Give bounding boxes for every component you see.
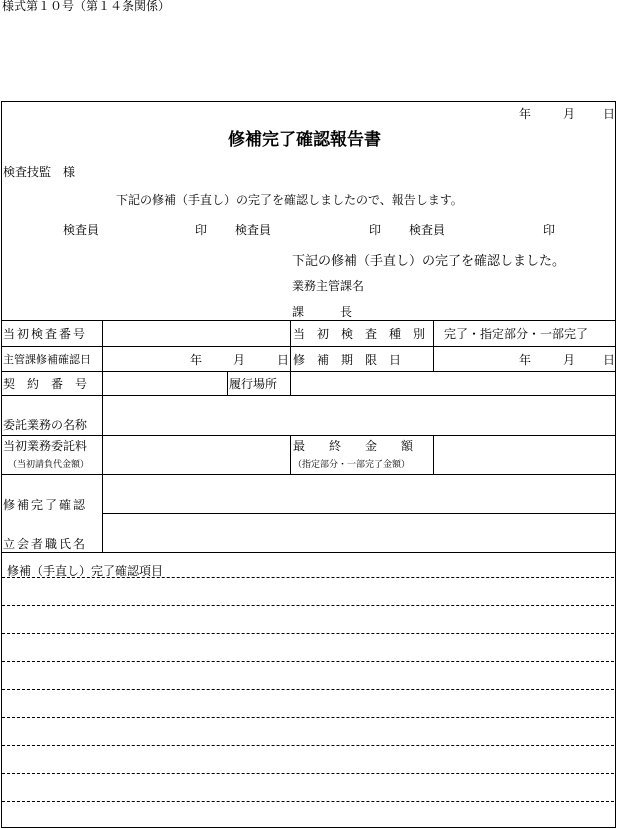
chief-label: 課 長 — [292, 305, 353, 319]
contract-number-label: 契 約 番 号 — [3, 377, 88, 391]
date-year-label: 年 — [519, 107, 532, 121]
seal-label-3: 印 — [543, 223, 556, 237]
deadline-day: 日 — [603, 353, 616, 367]
initial-fee-note: （当初請負代金額） — [8, 460, 90, 470]
seal-label-2: 印 — [369, 223, 382, 237]
confirm-date-year: 年 — [190, 353, 203, 367]
item-dashed-line — [2, 801, 614, 802]
row-line — [1, 320, 616, 321]
inspector-label-1: 検査員 — [63, 223, 100, 237]
deadline-month: 月 — [563, 353, 576, 367]
initial-inspection-number-label: 当初検査番号 — [3, 327, 88, 341]
form-number: 様式第１０号（第１４条関係） — [2, 0, 171, 13]
deadline-year: 年 — [519, 353, 532, 367]
dept-repair-confirm-date-label: 主管課修補確認日 — [3, 353, 91, 366]
col-line — [227, 371, 228, 395]
seal-label-1: 印 — [195, 223, 208, 237]
item-dashed-line — [2, 689, 614, 690]
date-month-label: 月 — [563, 107, 576, 121]
initial-inspection-type-value: 完了・指定部分・一部完了 — [444, 327, 589, 341]
col-line — [102, 320, 103, 552]
confirmation-text: 下記の修補（手直し）の完了を確認しました。 — [292, 254, 566, 269]
confirm-date-month: 月 — [233, 353, 246, 367]
repair-deadline-label: 修 補 期 限 日 — [293, 353, 402, 367]
confirm-date-day: 日 — [277, 353, 290, 367]
item-dashed-line — [2, 717, 614, 718]
row-line — [102, 513, 616, 514]
report-statement: 下記の修補（手直し）の完了を確認しましたので、報告します。 — [116, 193, 463, 207]
date-day-label: 日 — [603, 107, 616, 121]
row-line — [1, 552, 616, 553]
item-dashed-line — [2, 773, 614, 774]
item-dashed-line — [2, 577, 614, 578]
initial-fee-label: 当初業務委託料 — [3, 439, 88, 453]
col-line — [290, 320, 291, 371]
performance-place-label: 履行場所 — [229, 377, 278, 391]
item-dashed-line — [2, 745, 614, 746]
item-dashed-line — [2, 661, 614, 662]
item-dashed-line — [2, 605, 614, 606]
repair-items-label: 修補（手直し）完了確認項目 — [7, 564, 164, 578]
col-line — [290, 435, 291, 474]
item-dashed-line — [2, 633, 614, 634]
row-line — [1, 346, 616, 347]
col-line — [433, 435, 434, 474]
task-name-label: 委託業務の名称 — [3, 418, 88, 432]
repair-confirm-label: 修補完了確認 — [3, 498, 88, 512]
inspector-label-3: 検査員 — [409, 223, 446, 237]
row-line — [1, 371, 616, 372]
row-line — [1, 435, 616, 436]
dept-name-label: 業務主管課名 — [292, 279, 365, 293]
final-amount-label: 最 終 金 額 — [293, 439, 414, 453]
col-line — [433, 320, 434, 371]
final-amount-note: （指定部分・一部完了金額） — [293, 460, 411, 470]
witness-name-label: 立会者職氏名 — [3, 537, 88, 551]
inspector-label-2: 検査員 — [235, 223, 272, 237]
addressee: 検査技監 様 — [3, 165, 76, 179]
initial-inspection-type-label: 当 初 検 査 種 別 — [293, 327, 426, 341]
row-line — [1, 474, 616, 475]
col-line — [290, 371, 291, 395]
report-title: 修補完了確認報告書 — [228, 130, 381, 150]
row-line — [1, 395, 616, 396]
